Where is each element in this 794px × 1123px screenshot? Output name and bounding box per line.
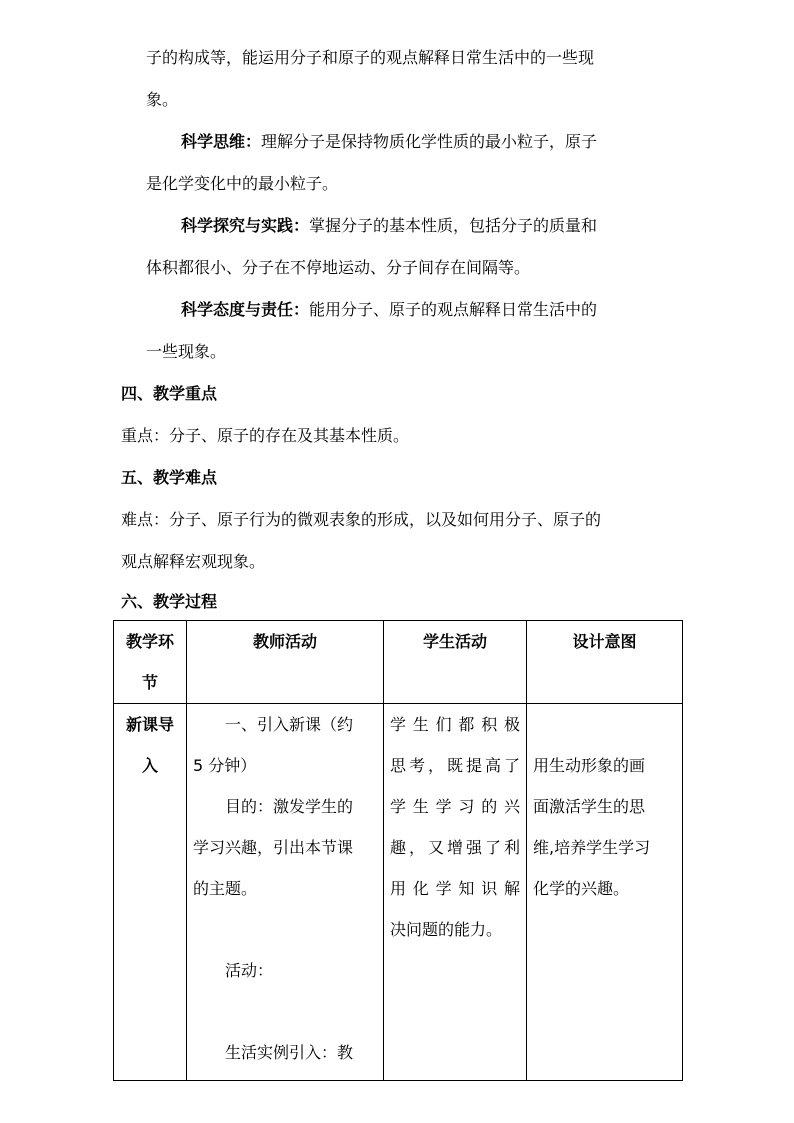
row-design-intent <box>527 704 683 1081</box>
teacher-goal-line3: 的主题。 <box>193 879 258 898</box>
teacher-title-line1: 一、引入新课（约 <box>225 715 354 734</box>
section4-text: 重点：分子、原子的存在及其基本性质。 <box>121 426 410 445</box>
student-line4: 趣，又增强了利 <box>390 838 520 857</box>
teaching-process-table <box>113 620 683 1081</box>
teacher-example-line: 生活实例引入：教 <box>225 1043 354 1062</box>
teacher-activity-label: 活动： <box>225 961 274 980</box>
student-line5: 用化学知识解 <box>390 879 520 898</box>
intent-spacer <box>533 704 676 745</box>
student-line3: 学生学习的兴 <box>390 797 520 816</box>
thinking-text: 理解分子是保持物质化学性质的最小粒子，原子 <box>261 132 598 151</box>
objective-attitude-line1 <box>181 300 597 320</box>
student-line2: 思考，既提高了 <box>390 756 520 775</box>
row-teacher-activity <box>187 704 384 1081</box>
intent-line4: 化学的兴趣。 <box>533 879 630 898</box>
objective-thinking-line1 <box>181 132 597 152</box>
section5-heading: 五、教学难点 <box>121 468 218 487</box>
objective-intro-line1: 子的构成等，能运用分子和原子的观点解释日常生活中的一些现 <box>146 48 595 67</box>
section5-text-line2: 观点解释宏观现象。 <box>121 552 266 571</box>
header-stage-line1: 教学环 <box>125 632 174 651</box>
intent-line2: 面激活学生的思 <box>533 797 646 816</box>
objective-attitude-line2: 一些现象。 <box>146 342 227 361</box>
section6-heading: 六、教学过程 <box>121 592 218 611</box>
objective-thinking-line2: 是化学变化中的最小粒子。 <box>146 174 339 193</box>
header-design-intent: 设计意图 <box>527 621 683 704</box>
attitude-label: 科学态度与责任： <box>181 300 310 319</box>
row-stage-line2: 入 <box>141 756 158 775</box>
teacher-spacer-2 <box>193 991 377 1032</box>
teacher-title-line2: 5 分钟） <box>193 756 257 775</box>
teacher-spacer <box>193 909 377 950</box>
section5-text-line1: 难点：分子、原子行为的微观表象的形成，以及如何用分子、原子的 <box>121 510 602 529</box>
header-stage-line2: 节 <box>141 673 158 692</box>
header-student-activity: 学生活动 <box>384 621 527 704</box>
teacher-goal-line2: 学习兴趣，引出本节课 <box>193 838 354 857</box>
teacher-goal-line1: 目的：激发学生的 <box>225 797 354 816</box>
intent-line3: 维,培养学生学习 <box>533 838 651 857</box>
header-teacher-activity: 教师活动 <box>187 621 384 704</box>
objective-intro-line2: 象。 <box>146 90 179 109</box>
intent-line1: 用生动形象的画 <box>533 756 646 775</box>
row-student-activity <box>384 704 527 1081</box>
objective-inquiry-line2: 体积都很小、分子在不停地运动、分子间存在间隔等。 <box>146 258 531 277</box>
section4-heading: 四、教学重点 <box>121 384 218 403</box>
objective-inquiry-line1 <box>181 216 597 236</box>
student-line6: 决问题的能力。 <box>390 920 503 939</box>
student-line1: 学生们都积极 <box>390 715 520 734</box>
attitude-text: 能用分子、原子的观点解释日常生活中的 <box>309 300 598 319</box>
table-row <box>114 704 683 1081</box>
inquiry-text: 掌握分子的基本性质，包括分子的质量和 <box>309 216 598 235</box>
table-header-row <box>114 621 683 704</box>
thinking-label: 科学思维： <box>181 132 262 151</box>
header-stage <box>114 621 187 704</box>
inquiry-label: 科学探究与实践： <box>181 216 310 235</box>
row-stage <box>114 704 187 1081</box>
row-stage-line1: 新课导 <box>125 715 174 734</box>
